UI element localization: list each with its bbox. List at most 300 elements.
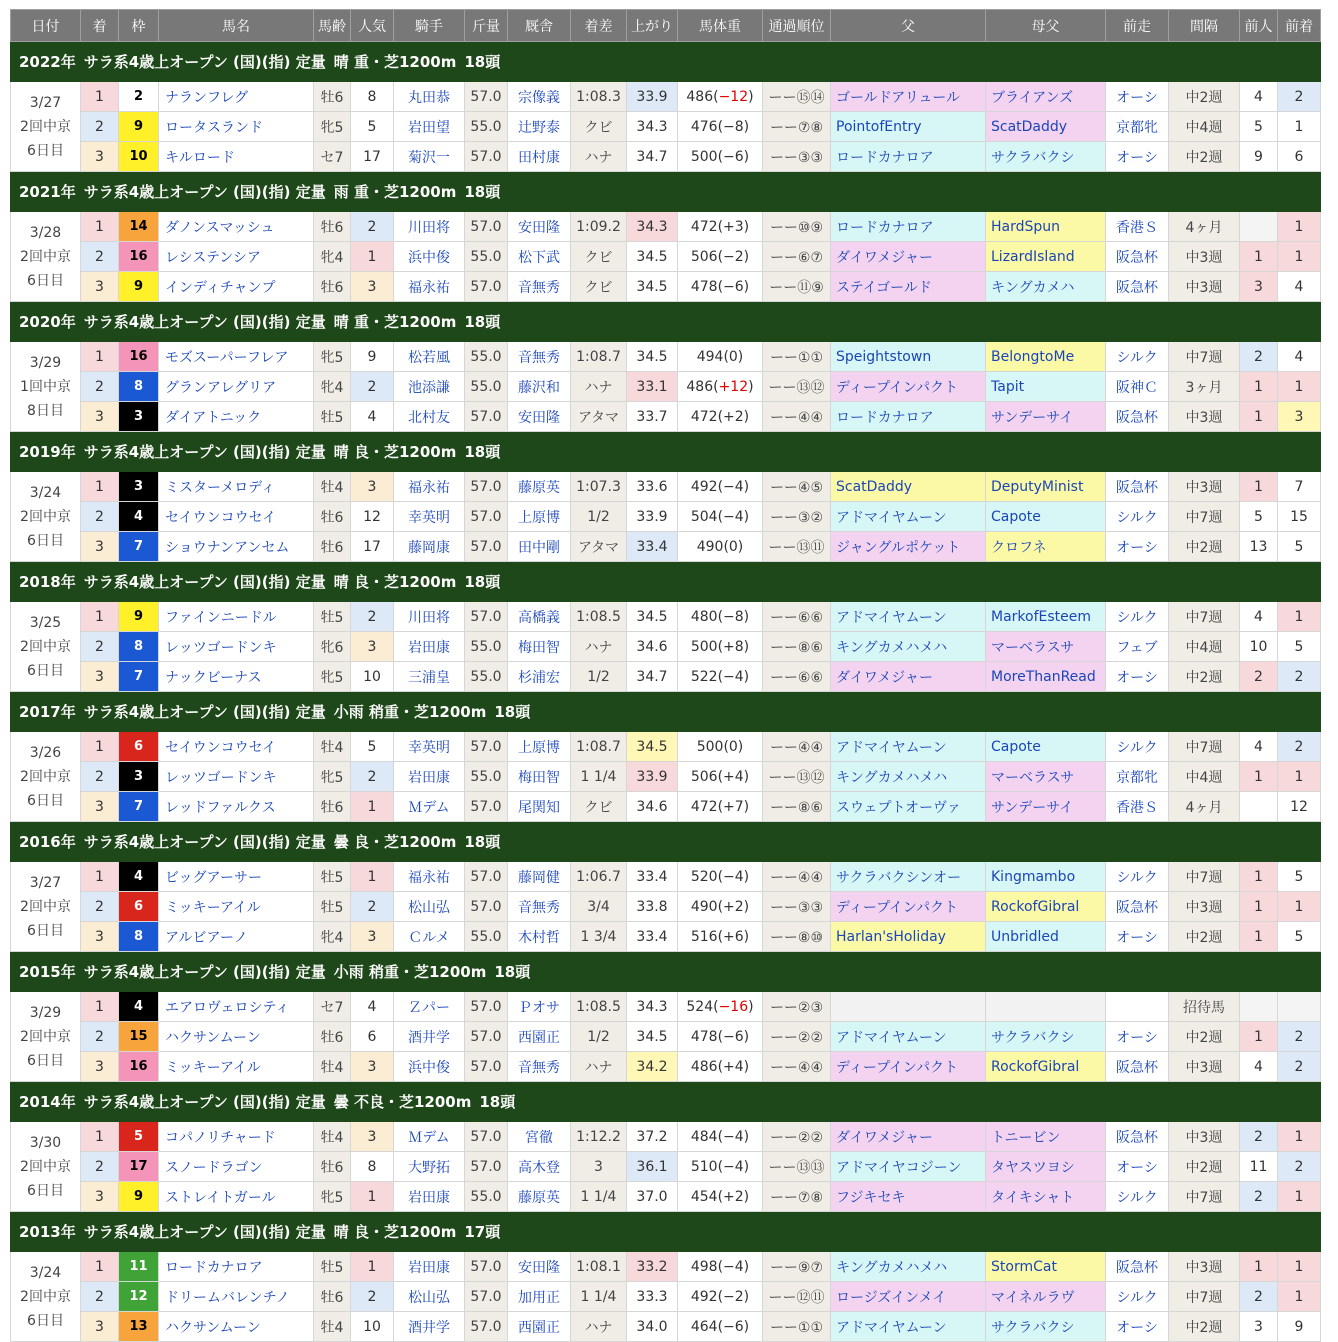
- previous-race-link[interactable]: 阪急杯: [1106, 242, 1169, 272]
- jockey-link[interactable]: Ｍデム: [394, 1122, 465, 1152]
- sire-link[interactable]: ScatDaddy: [831, 472, 986, 502]
- race-date: 3/24: [29, 484, 62, 501]
- finish-position: 2: [81, 1152, 119, 1182]
- horse-name-link[interactable]: ハクサンムーン: [159, 1312, 314, 1342]
- horse-name-link[interactable]: ロータスランド: [159, 112, 314, 142]
- race-date-cell: [11, 992, 81, 1082]
- jockey-link[interactable]: 大野拓: [394, 1152, 465, 1182]
- passing-order: ーー⑥⑦: [763, 242, 831, 272]
- stable-link[interactable]: 高橋義: [508, 602, 571, 632]
- jockey-link[interactable]: 酒井学: [394, 1312, 465, 1342]
- margin: 3: [571, 1152, 627, 1182]
- previous-race-link[interactable]: フェブ: [1106, 632, 1169, 662]
- header-finish[interactable]: 着: [81, 10, 119, 42]
- race-date: 3/29: [29, 354, 62, 371]
- previous-race-link[interactable]: 香港Ｓ: [1106, 212, 1169, 242]
- stable-link[interactable]: 音無秀: [508, 272, 571, 302]
- horse-age: 牡6: [314, 82, 351, 112]
- previous-race-link[interactable]: シルク: [1106, 1282, 1169, 1312]
- stable-link[interactable]: 藤原英: [508, 1182, 571, 1212]
- header-margin[interactable]: 着差: [571, 10, 627, 42]
- broodmare-sire-link[interactable]: サクラバクシ: [986, 142, 1106, 172]
- jockey-link[interactable]: 藤岡康: [394, 532, 465, 562]
- stable-link[interactable]: 辻野泰: [508, 112, 571, 142]
- stable-link[interactable]: 藤原英: [508, 472, 571, 502]
- previous-popularity: 4: [1240, 82, 1278, 112]
- stable-link[interactable]: 西園正: [508, 1312, 571, 1342]
- jockey-link[interactable]: 岩田康: [394, 762, 465, 792]
- previous-race-link[interactable]: オーシ: [1106, 142, 1169, 172]
- body-weight: [678, 342, 763, 372]
- table-row: [11, 402, 1321, 432]
- jockey-link[interactable]: 三浦皇: [394, 662, 465, 692]
- header-date[interactable]: 日付: [11, 10, 81, 42]
- horse-name-link[interactable]: ダノンスマッシュ: [159, 212, 314, 242]
- previous-finish: 1: [1278, 242, 1321, 272]
- stable-link[interactable]: 田村康: [508, 142, 571, 172]
- broodmare-sire-link[interactable]: Kingmambo: [986, 862, 1106, 892]
- stable-link[interactable]: 上原博: [508, 732, 571, 762]
- carried-weight: 55.0: [465, 662, 508, 692]
- body-weight-change: +12: [718, 378, 749, 395]
- horse-name-link[interactable]: エアロヴェロシティ: [159, 992, 314, 1022]
- jockey-link[interactable]: 幸英明: [394, 732, 465, 762]
- carried-weight: 57.0: [465, 992, 508, 1022]
- sire-link[interactable]: ダイワメジャー: [831, 662, 986, 692]
- previous-finish: 4: [1278, 272, 1321, 302]
- sire-link[interactable]: アドマイヤムーン: [831, 1022, 986, 1052]
- stable-link[interactable]: 音無秀: [508, 1052, 571, 1082]
- table-row: [11, 272, 1321, 302]
- previous-race-link[interactable]: 阪急杯: [1106, 272, 1169, 302]
- broodmare-sire-link[interactable]: クロフネ: [986, 532, 1106, 562]
- previous-finish: 15: [1278, 502, 1321, 532]
- header-interval[interactable]: 間隔: [1169, 10, 1240, 42]
- race-title-part: 2021年: [19, 183, 76, 201]
- previous-popularity: 1: [1240, 762, 1278, 792]
- horse-name-link[interactable]: ショウナンアンセム: [159, 532, 314, 562]
- horse-name-link[interactable]: ミスターメロディ: [159, 472, 314, 502]
- horse-age: 牝4: [314, 922, 351, 952]
- interval: 中4週: [1169, 112, 1240, 142]
- header-stable[interactable]: 厩舎: [508, 10, 571, 42]
- horse-age: 牡6: [314, 1282, 351, 1312]
- popularity: 6: [351, 1022, 394, 1052]
- popularity: 8: [351, 1152, 394, 1182]
- previous-race-link[interactable]: オーシ: [1106, 1312, 1169, 1342]
- stable-link[interactable]: 杉浦宏: [508, 662, 571, 692]
- stable-link[interactable]: 音無秀: [508, 892, 571, 922]
- previous-race-link[interactable]: 阪神Ｃ: [1106, 372, 1169, 402]
- sire-link[interactable]: ロードカナロア: [831, 212, 986, 242]
- stable-link[interactable]: 高木登: [508, 1152, 571, 1182]
- sire-link[interactable]: ダイワメジャー: [831, 1122, 986, 1152]
- race-date: 3/27: [29, 874, 62, 891]
- popularity: 1: [351, 242, 394, 272]
- interval: 中2週: [1169, 142, 1240, 172]
- horse-name-link[interactable]: レッツゴードンキ: [159, 762, 314, 792]
- stable-link[interactable]: 藤岡健: [508, 862, 571, 892]
- sire-link[interactable]: アドマイヤムーン: [831, 732, 986, 762]
- header-last3f[interactable]: 上がり: [627, 10, 678, 42]
- broodmare-sire-link[interactable]: DeputyMinist: [986, 472, 1106, 502]
- horse-name-link[interactable]: グランアレグリア: [159, 372, 314, 402]
- previous-race-link[interactable]: 阪急杯: [1106, 472, 1169, 502]
- margin: クビ: [571, 242, 627, 272]
- horse-name-link[interactable]: ダイアトニック: [159, 402, 314, 432]
- jockey-link[interactable]: 福永祐: [394, 472, 465, 502]
- race-date: 3/24: [29, 1264, 62, 1281]
- jockey-link[interactable]: 川田将: [394, 212, 465, 242]
- broodmare-sire-link[interactable]: サクラバクシ: [986, 1022, 1106, 1052]
- previous-race-link[interactable]: オーシ: [1106, 662, 1169, 692]
- broodmare-sire-link[interactable]: サンデーサイ: [986, 402, 1106, 432]
- previous-race-link[interactable]: オーシ: [1106, 922, 1169, 952]
- previous-race-link[interactable]: オーシ: [1106, 1152, 1169, 1182]
- previous-finish: 5: [1278, 532, 1321, 562]
- horse-name-link[interactable]: ハクサンムーン: [159, 1022, 314, 1052]
- jockey-link[interactable]: Ｃルメ: [394, 922, 465, 952]
- sire-link[interactable]: ステイゴールド: [831, 272, 986, 302]
- race-header: [11, 432, 1321, 472]
- stable-link[interactable]: 安田隆: [508, 402, 571, 432]
- previous-race-link[interactable]: シルク: [1106, 1182, 1169, 1212]
- previous-popularity: 4: [1240, 602, 1278, 632]
- header-age[interactable]: 馬齢: [314, 10, 351, 42]
- table-header: [11, 10, 1321, 42]
- horse-name-link[interactable]: ビッグアーサー: [159, 862, 314, 892]
- last-3f: 34.5: [627, 242, 678, 272]
- sire-link[interactable]: ゴールドアリュール: [831, 82, 986, 112]
- broodmare-sire-link[interactable]: MarkofEsteem: [986, 602, 1106, 632]
- broodmare-sire-link[interactable]: HardSpun: [986, 212, 1106, 242]
- broodmare-sire-link[interactable]: サンデーサイ: [986, 792, 1106, 822]
- sire-link[interactable]: アドマイヤムーン: [831, 1312, 986, 1342]
- header-weight[interactable]: 斤量: [465, 10, 508, 42]
- broodmare-sire-link[interactable]: StormCat: [986, 1252, 1106, 1282]
- jockey-link[interactable]: 池添謙: [394, 372, 465, 402]
- jockey-link[interactable]: 北村友: [394, 402, 465, 432]
- interval: 中3週: [1169, 402, 1240, 432]
- header-frame[interactable]: 枠: [119, 10, 159, 42]
- stable-link[interactable]: 尾関知: [508, 792, 571, 822]
- jockey-link[interactable]: 岩田康: [394, 1182, 465, 1212]
- broodmare-sire-link[interactable]: サクラバクシ: [986, 1312, 1106, 1342]
- jockey-link[interactable]: 松若風: [394, 342, 465, 372]
- finish-position: 3: [81, 792, 119, 822]
- popularity: 2: [351, 212, 394, 242]
- broodmare-sire-link[interactable]: タヤスツヨシ: [986, 1152, 1106, 1182]
- body-weight: [678, 1312, 763, 1342]
- horse-name-link[interactable]: レシステンシア: [159, 242, 314, 272]
- previous-race-link[interactable]: オーシ: [1106, 82, 1169, 112]
- previous-race-link[interactable]: シルク: [1106, 342, 1169, 372]
- carried-weight: 57.0: [465, 732, 508, 762]
- table-row: [11, 662, 1321, 692]
- sire-link[interactable]: キングカメハメハ: [831, 762, 986, 792]
- previous-race-link[interactable]: シルク: [1106, 502, 1169, 532]
- passing-order: ーー⑥⑥: [763, 662, 831, 692]
- stable-link[interactable]: 上原博: [508, 502, 571, 532]
- header-broodmare-sire[interactable]: 母父: [986, 10, 1106, 42]
- horse-name-link[interactable]: スノードラゴン: [159, 1152, 314, 1182]
- header-horse[interactable]: 馬名: [159, 10, 314, 42]
- race-title-part: 18頭: [494, 963, 531, 981]
- previous-race-link[interactable]: 阪急杯: [1106, 402, 1169, 432]
- stable-link[interactable]: 松下武: [508, 242, 571, 272]
- header-prev-pop[interactable]: 前人: [1240, 10, 1278, 42]
- previous-finish: 2: [1278, 82, 1321, 112]
- body-weight-value: 498(−4): [690, 1258, 750, 1275]
- popularity: 17: [351, 142, 394, 172]
- broodmare-sire-link[interactable]: RockofGibral: [986, 1052, 1106, 1082]
- previous-race-link[interactable]: 香港Ｓ: [1106, 792, 1169, 822]
- previous-race-link[interactable]: 京都牝: [1106, 112, 1169, 142]
- header-jockey[interactable]: 騎手: [394, 10, 465, 42]
- horse-name-link[interactable]: レッツゴードンキ: [159, 632, 314, 662]
- stable-link[interactable]: 梅田智: [508, 632, 571, 662]
- interval: 中3週: [1169, 1252, 1240, 1282]
- previous-race-link[interactable]: [1106, 992, 1169, 1022]
- finish-position: 1: [81, 1122, 119, 1152]
- previous-race-link[interactable]: シルク: [1106, 732, 1169, 762]
- passing-order: ーー⑬⑪: [763, 532, 831, 562]
- jockey-link[interactable]: 松山弘: [394, 1282, 465, 1312]
- stable-link[interactable]: 宮徹: [508, 1122, 571, 1152]
- header-body-weight[interactable]: 馬体重: [678, 10, 763, 42]
- previous-finish: 12: [1278, 792, 1321, 822]
- horse-name-link[interactable]: ナックビーナス: [159, 662, 314, 692]
- sire-link[interactable]: サクラバクシンオー: [831, 862, 986, 892]
- jockey-link[interactable]: 酒井学: [394, 1022, 465, 1052]
- body-weight: [678, 112, 763, 142]
- body-weight-value: 478(−6): [690, 278, 750, 295]
- margin: 1/2: [571, 662, 627, 692]
- header-prev-finish[interactable]: 前着: [1278, 10, 1321, 42]
- jockey-link[interactable]: 浜中俊: [394, 242, 465, 272]
- horse-age: 牡4: [314, 472, 351, 502]
- sire-link[interactable]: アドマイヤコジーン: [831, 1152, 986, 1182]
- body-weight-value: 492(−2): [690, 1288, 750, 1305]
- broodmare-sire-link[interactable]: BelongtoMe: [986, 342, 1106, 372]
- jockey-link[interactable]: 松山弘: [394, 892, 465, 922]
- previous-finish: 2: [1278, 1052, 1321, 1082]
- table-row: [11, 792, 1321, 822]
- stable-link[interactable]: 加用正: [508, 1282, 571, 1312]
- broodmare-sire-link[interactable]: Capote: [986, 732, 1106, 762]
- previous-popularity: 2: [1240, 342, 1278, 372]
- stable-link[interactable]: 音無秀: [508, 342, 571, 372]
- broodmare-sire-link[interactable]: キングカメハ: [986, 272, 1106, 302]
- broodmare-sire-link[interactable]: トニービン: [986, 1122, 1106, 1152]
- body-weight: [678, 402, 763, 432]
- stable-link[interactable]: Ｐオサ: [508, 992, 571, 1022]
- race-title-part: 2013年: [19, 1223, 76, 1241]
- sire-link[interactable]: ディープインパクト: [831, 1052, 986, 1082]
- broodmare-sire-link[interactable]: マイネルラヴ: [986, 1282, 1106, 1312]
- jockey-link[interactable]: 岩田康: [394, 1252, 465, 1282]
- race-title-part: サラ系4歳上オープン (国)(指) 定量: [83, 443, 326, 461]
- sire-link[interactable]: スウェプトオーヴァ: [831, 792, 986, 822]
- horse-name-link[interactable]: ナランフレグ: [159, 82, 314, 112]
- sire-link[interactable]: フジキセキ: [831, 1182, 986, 1212]
- sire-link[interactable]: ロージズインメイ: [831, 1282, 986, 1312]
- broodmare-sire-link[interactable]: マーベラスサ: [986, 632, 1106, 662]
- sire-link[interactable]: ディープインパクト: [831, 892, 986, 922]
- jockey-link[interactable]: 福永祐: [394, 862, 465, 892]
- jockey-link[interactable]: 浜中俊: [394, 1052, 465, 1082]
- broodmare-sire-link[interactable]: MoreThanRead: [986, 662, 1106, 692]
- interval: 中4週: [1169, 632, 1240, 662]
- sire-link[interactable]: ロードカナロア: [831, 402, 986, 432]
- broodmare-sire-link[interactable]: Tapit: [986, 372, 1106, 402]
- previous-finish: 1: [1278, 1282, 1321, 1312]
- sire-link[interactable]: キングカメハメハ: [831, 1252, 986, 1282]
- broodmare-sire-link[interactable]: LizardIsland: [986, 242, 1106, 272]
- horse-name-link[interactable]: ミッキーアイル: [159, 892, 314, 922]
- stable-link[interactable]: 藤沢和: [508, 372, 571, 402]
- header-prev-race[interactable]: 前走: [1106, 10, 1169, 42]
- previous-finish: 2: [1278, 1152, 1321, 1182]
- horse-name-link[interactable]: ミッキーアイル: [159, 1052, 314, 1082]
- table-row: [11, 1022, 1321, 1052]
- jockey-link[interactable]: 丸田恭: [394, 82, 465, 112]
- passing-order: ーー①①: [763, 342, 831, 372]
- race-title-part: 曇 良・芝1200m: [333, 833, 457, 851]
- header-passing[interactable]: 通過順位: [763, 10, 831, 42]
- horse-name-link[interactable]: セイウンコウセイ: [159, 502, 314, 532]
- last-3f: 34.3: [627, 112, 678, 142]
- stable-link[interactable]: 木村哲: [508, 922, 571, 952]
- stable-link[interactable]: 西園正: [508, 1022, 571, 1052]
- carried-weight: 57.0: [465, 472, 508, 502]
- last-3f: 34.0: [627, 1312, 678, 1342]
- race-title: [11, 692, 1321, 732]
- race-date-cell: [11, 1252, 81, 1342]
- stable-link[interactable]: 宗像義: [508, 82, 571, 112]
- sire-link[interactable]: Speightstown: [831, 342, 986, 372]
- header-popularity[interactable]: 人気: [351, 10, 394, 42]
- horse-name-link[interactable]: コパノリチャード: [159, 1122, 314, 1152]
- broodmare-sire-link[interactable]: ブライアンズ: [986, 82, 1106, 112]
- popularity: 5: [351, 112, 394, 142]
- race-day: 6日目: [27, 1182, 64, 1199]
- previous-finish: 1: [1278, 602, 1321, 632]
- previous-race-link[interactable]: 阪急杯: [1106, 892, 1169, 922]
- jockey-link[interactable]: 幸英明: [394, 502, 465, 532]
- race-title-part: 晴 良・芝1200m: [333, 443, 457, 461]
- horse-name-link[interactable]: レッドファルクス: [159, 792, 314, 822]
- jockey-link[interactable]: 菊沢一: [394, 142, 465, 172]
- previous-race-link[interactable]: シルク: [1106, 862, 1169, 892]
- horse-number: 8: [119, 632, 159, 662]
- table-row: [11, 82, 1321, 112]
- horse-name-link[interactable]: ストレイトガール: [159, 1182, 314, 1212]
- sire-link[interactable]: PointofEntry: [831, 112, 986, 142]
- finish-position: 3: [81, 1182, 119, 1212]
- sire-link[interactable]: キングカメハメハ: [831, 632, 986, 662]
- sire-link[interactable]: [831, 992, 986, 1022]
- popularity: 4: [351, 402, 394, 432]
- last-3f: 34.6: [627, 792, 678, 822]
- broodmare-sire-link[interactable]: Unbridled: [986, 922, 1106, 952]
- stable-link[interactable]: 安田隆: [508, 1252, 571, 1282]
- margin: 1:06.7: [571, 862, 627, 892]
- sire-link[interactable]: アドマイヤムーン: [831, 602, 986, 632]
- horse-name-link[interactable]: ファインニードル: [159, 602, 314, 632]
- interval: 中3週: [1169, 1052, 1240, 1082]
- jockey-link[interactable]: Ｚパー: [394, 992, 465, 1022]
- broodmare-sire-link[interactable]: [986, 992, 1106, 1022]
- horse-name-link[interactable]: ロードカナロア: [159, 1252, 314, 1282]
- passing-order: ーー⑪⑨: [763, 272, 831, 302]
- previous-race-link[interactable]: シルク: [1106, 602, 1169, 632]
- previous-race-link[interactable]: 阪急杯: [1106, 1122, 1169, 1152]
- broodmare-sire-link[interactable]: タイキシャト: [986, 1182, 1106, 1212]
- previous-finish: [1278, 992, 1321, 1022]
- broodmare-sire-link[interactable]: マーベラスサ: [986, 762, 1106, 792]
- table-row: [11, 1052, 1321, 1082]
- previous-finish: 1: [1278, 112, 1321, 142]
- previous-race-link[interactable]: オーシ: [1106, 1022, 1169, 1052]
- jockey-link[interactable]: 福永祐: [394, 272, 465, 302]
- stable-link[interactable]: 田中剛: [508, 532, 571, 562]
- previous-race-link[interactable]: 京都牝: [1106, 762, 1169, 792]
- sire-link[interactable]: ロードカナロア: [831, 142, 986, 172]
- sire-link[interactable]: Harlan'sHoliday: [831, 922, 986, 952]
- passing-order: ーー②③: [763, 992, 831, 1022]
- stable-link[interactable]: 梅田智: [508, 762, 571, 792]
- horse-name-link[interactable]: アルビアーノ: [159, 922, 314, 952]
- horse-name-link[interactable]: セイウンコウセイ: [159, 732, 314, 762]
- header-sire[interactable]: 父: [831, 10, 986, 42]
- horse-name-link[interactable]: インディチャンプ: [159, 272, 314, 302]
- horse-name-link[interactable]: キルロード: [159, 142, 314, 172]
- horse-name-link[interactable]: モズスーパーフレア: [159, 342, 314, 372]
- jockey-link[interactable]: 川田将: [394, 602, 465, 632]
- race-title-part: 18頭: [479, 1093, 516, 1111]
- carried-weight: 57.0: [465, 82, 508, 112]
- race-day: 6日目: [27, 1052, 64, 1069]
- carried-weight: 57.0: [465, 532, 508, 562]
- horse-name-link[interactable]: ドリームバレンチノ: [159, 1282, 314, 1312]
- interval: 中7週: [1169, 342, 1240, 372]
- last-3f: 34.5: [627, 732, 678, 762]
- jockey-link[interactable]: Ｍデム: [394, 792, 465, 822]
- broodmare-sire-link[interactable]: Capote: [986, 502, 1106, 532]
- broodmare-sire-link[interactable]: RockofGibral: [986, 892, 1106, 922]
- previous-popularity: 5: [1240, 112, 1278, 142]
- sire-link[interactable]: ジャングルポケット: [831, 532, 986, 562]
- carried-weight: 57.0: [465, 502, 508, 532]
- broodmare-sire-link[interactable]: ScatDaddy: [986, 112, 1106, 142]
- table-row: [11, 862, 1321, 892]
- last-3f: 34.3: [627, 212, 678, 242]
- sire-link[interactable]: ダイワメジャー: [831, 242, 986, 272]
- body-weight: [678, 762, 763, 792]
- stable-link[interactable]: 安田隆: [508, 212, 571, 242]
- sire-link[interactable]: アドマイヤムーン: [831, 502, 986, 532]
- jockey-link[interactable]: 岩田康: [394, 632, 465, 662]
- previous-race-link[interactable]: 阪急杯: [1106, 1052, 1169, 1082]
- sire-link[interactable]: ディープインパクト: [831, 372, 986, 402]
- previous-race-link[interactable]: オーシ: [1106, 532, 1169, 562]
- popularity: 3: [351, 922, 394, 952]
- horse-age: セ7: [314, 992, 351, 1022]
- jockey-link[interactable]: 岩田望: [394, 112, 465, 142]
- popularity: 10: [351, 1312, 394, 1342]
- previous-race-link[interactable]: 阪急杯: [1106, 1252, 1169, 1282]
